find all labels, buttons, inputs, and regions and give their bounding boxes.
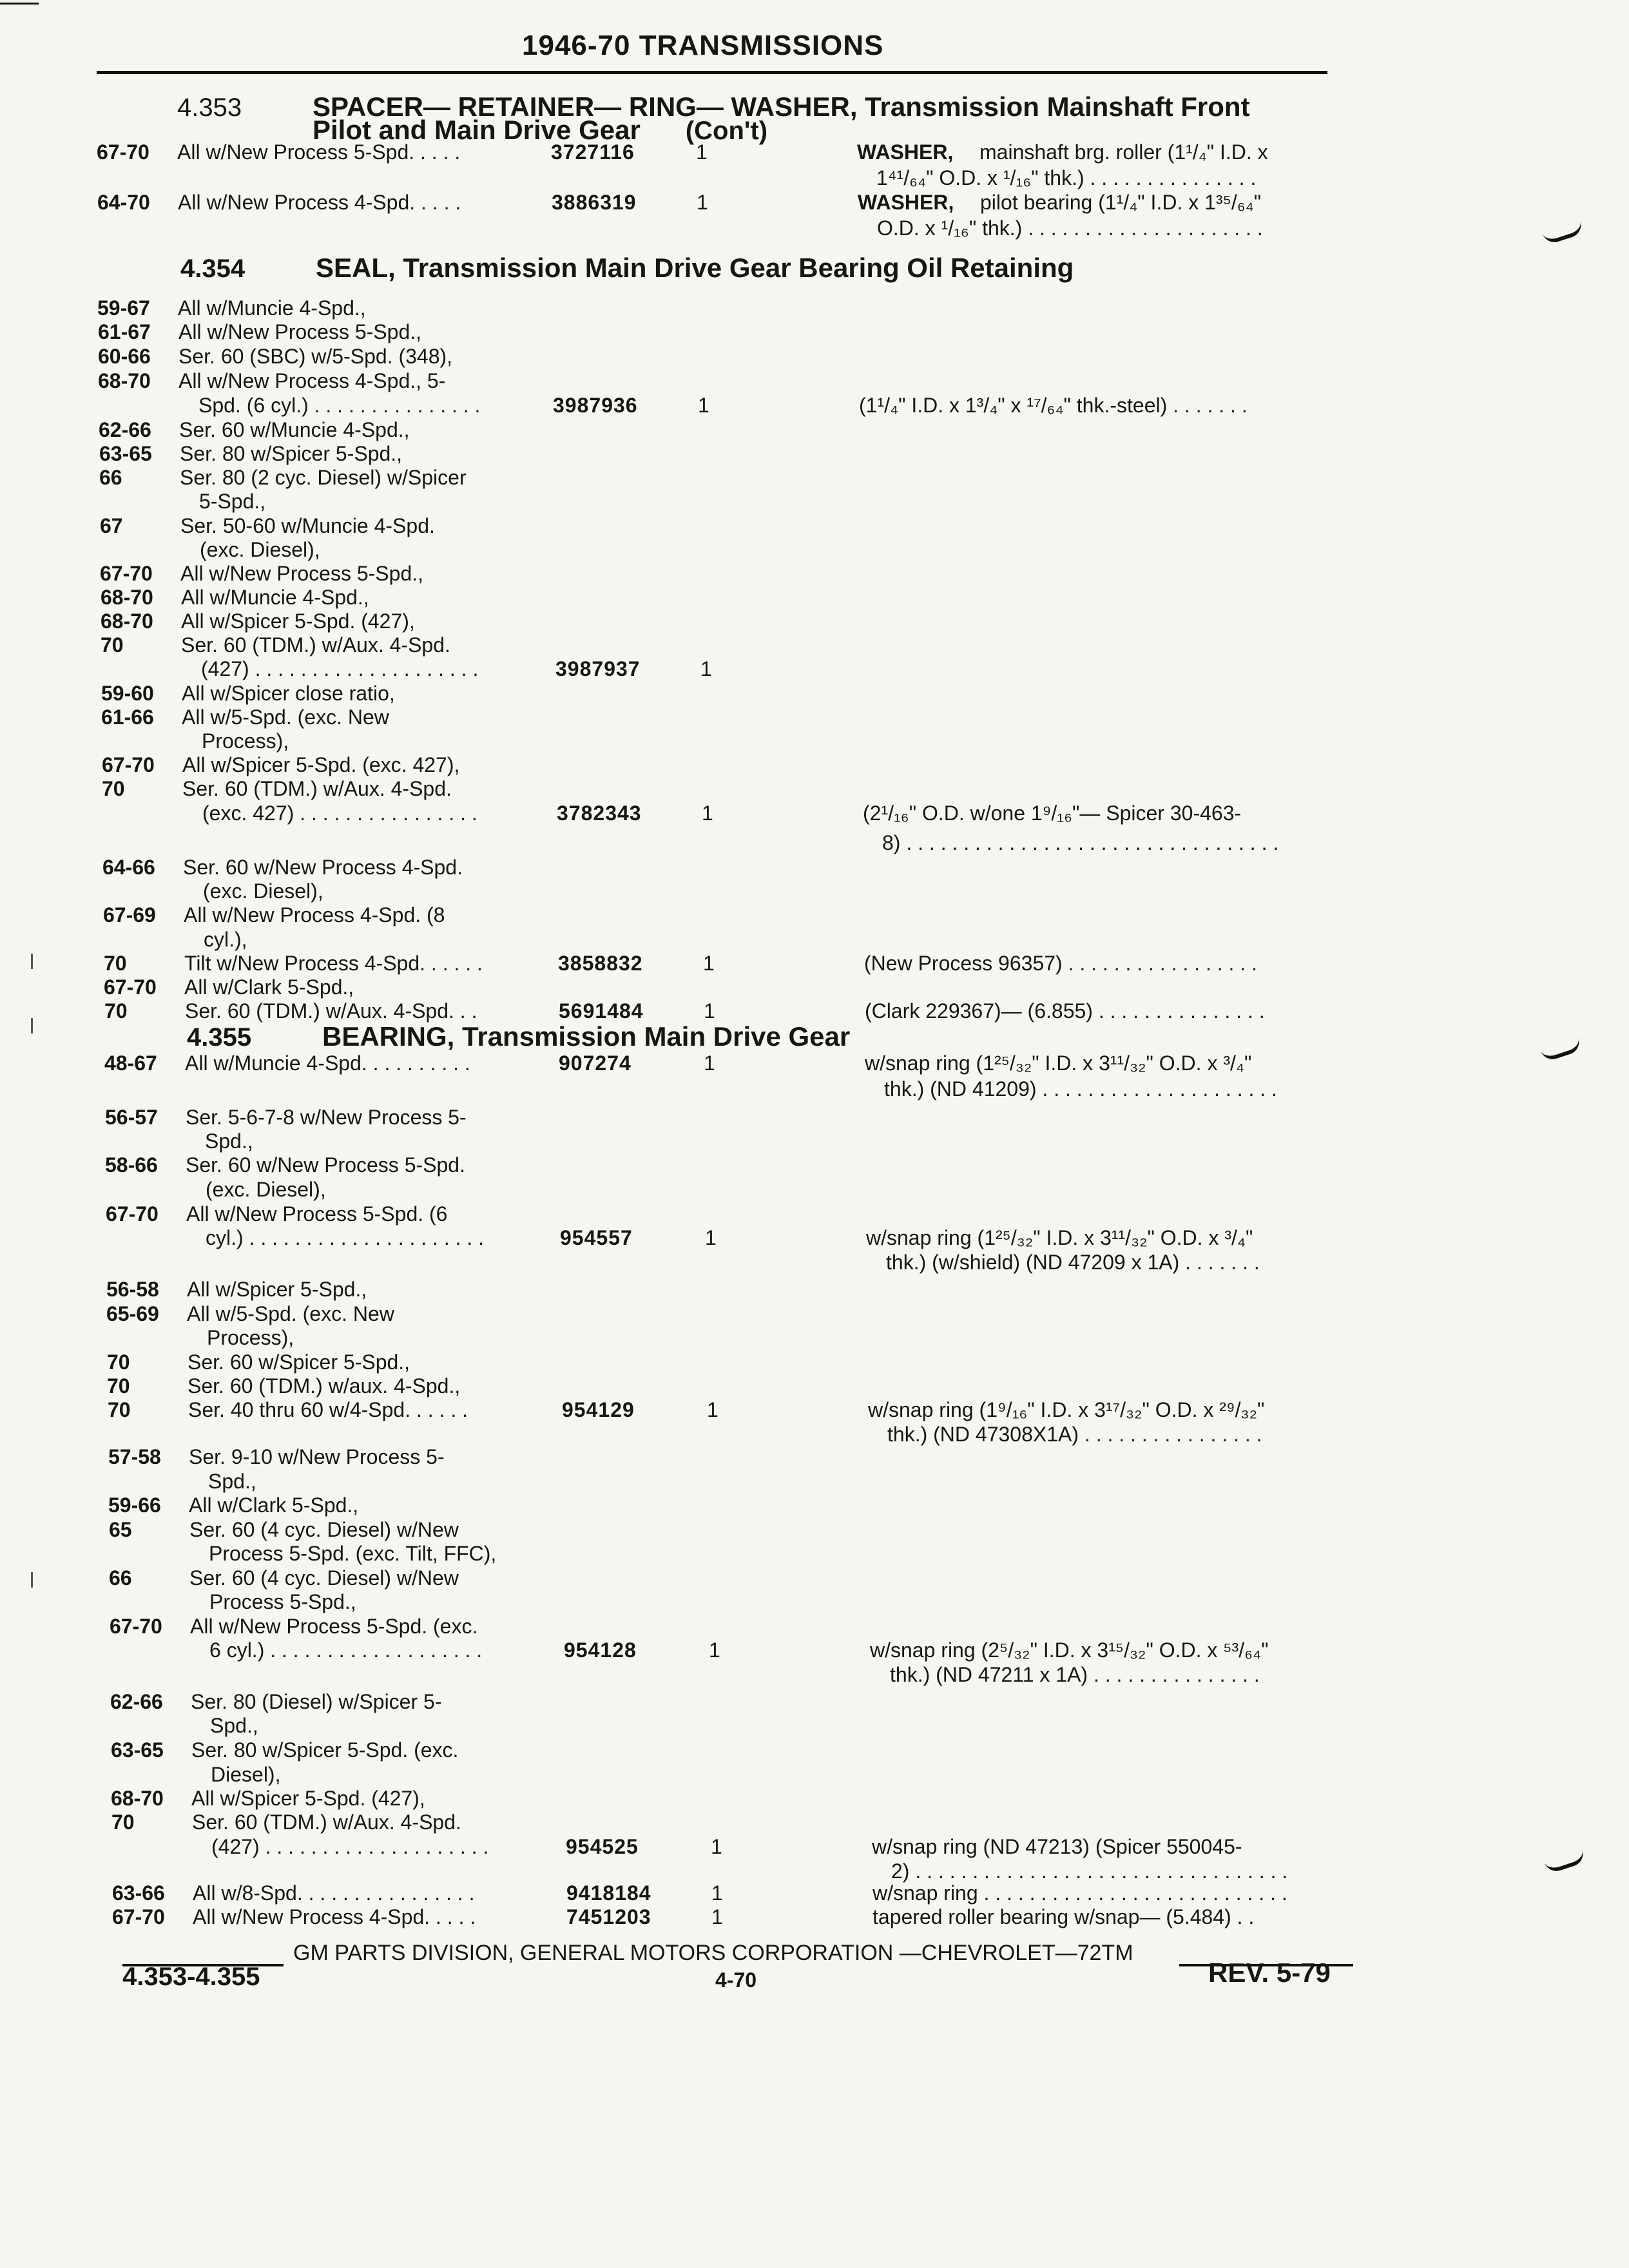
model-description: Ser. 50-60 w/Muncie 4-Spd. xyxy=(180,514,435,537)
model-description: Ser. 9-10 w/New Process 5- xyxy=(189,1445,445,1468)
model-description: (exc. Diesel), xyxy=(203,879,323,903)
part-number: 3727116 xyxy=(551,140,635,164)
table-row xyxy=(0,1106,1629,1129)
year-range: 67-70 xyxy=(106,1202,159,1225)
model-description: 6 cyl.) . . . . . . . . . . . . . . . . . . . xyxy=(209,1639,483,1662)
table-row xyxy=(0,831,1629,854)
footer-page-number: 4-70 xyxy=(715,1968,757,1992)
table-row xyxy=(0,1860,1629,1883)
part-number: 954557 xyxy=(560,1226,633,1249)
part-description: (2¹/₁₆" O.D. w/one 1⁹/₁₆"— Spicer 30-463- xyxy=(863,802,1242,825)
section-number: 4.355 xyxy=(187,1023,252,1052)
part-description: O.D. x ¹/₁₆" thk.) . . . . . . . . . . . . . . . . . . . . . xyxy=(877,216,1263,240)
table-row xyxy=(0,879,1629,903)
year-range: 70 xyxy=(111,1811,135,1834)
model-description: All w/New Process 4-Spd. . . . . xyxy=(178,191,461,214)
table-row xyxy=(0,216,1629,240)
part-description: w/snap ring (ND 47213) (Spicer 550045- xyxy=(872,1835,1242,1858)
table-row xyxy=(0,418,1629,441)
table-row xyxy=(0,1615,1629,1638)
part-description: mainshaft brg. roller (1¹/₄" I.D. x xyxy=(979,140,1268,164)
table-row xyxy=(0,490,1629,513)
table-row xyxy=(0,1787,1629,1810)
model-description: cyl.) . . . . . . . . . . . . . . . . . . . . . xyxy=(206,1226,485,1249)
model-description: Ser. 40 thru 60 w/4-Spd. . . . . . xyxy=(188,1398,468,1421)
table-row xyxy=(0,1905,1629,1928)
table-row xyxy=(0,442,1629,465)
page-header-title: 1946-70 TRANSMISSIONS xyxy=(522,30,884,61)
year-range: 67-69 xyxy=(103,903,156,927)
quantity: 1 xyxy=(703,952,715,975)
model-description: Ser. 80 (Diesel) w/Spicer 5- xyxy=(191,1690,442,1713)
table-row xyxy=(0,753,1629,776)
quantity: 1 xyxy=(711,1905,723,1928)
part-description: 2) . . . . . . . . . . . . . . . . . . . . . . . . . . . . . . . . . xyxy=(891,1860,1288,1883)
footer-section-range: 4.353-4.355 xyxy=(122,1963,260,1991)
table-row xyxy=(0,1153,1629,1177)
table-row xyxy=(0,320,1629,343)
model-description: Process), xyxy=(207,1326,294,1349)
part-description: w/snap ring (1²⁵/₃₂" I.D. x 3¹¹/₃₂" O.D. x ³/₄" xyxy=(866,1226,1253,1249)
table-row xyxy=(0,538,1629,561)
year-range: 60-66 xyxy=(98,345,151,368)
model-description: All w/New Process 4-Spd. . . . . xyxy=(193,1905,476,1928)
part-description: 1⁴¹/₆₄" O.D. x ¹/₁₆" thk.) . . . . . . . . . . . . . . . xyxy=(876,166,1257,189)
part-number: 954128 xyxy=(564,1639,637,1662)
year-range: 70 xyxy=(104,952,127,975)
table-row xyxy=(0,1226,1629,1249)
table-row xyxy=(0,1566,1629,1590)
model-description: All w/Spicer 5-Spd. (427), xyxy=(191,1787,425,1810)
table-row xyxy=(0,1835,1629,1858)
table-row xyxy=(0,682,1629,705)
quantity: 1 xyxy=(707,1398,718,1421)
year-range: 62-66 xyxy=(110,1690,163,1713)
year-range: 66 xyxy=(109,1566,132,1590)
model-description: Ser. 60 (TDM.) w/aux. 4-Spd., xyxy=(188,1374,461,1398)
part-description: thk.) (ND 47308X1A) . . . . . . . . . . . . . . . . xyxy=(887,1423,1262,1446)
model-description: Process 5-Spd. (exc. Tilt, FFC), xyxy=(209,1542,497,1565)
year-range: 70 xyxy=(104,999,128,1023)
part-description: (New Process 96357) . . . . . . . . . . . . . . . . . xyxy=(864,952,1257,975)
model-description: (exc. 427) . . . . . . . . . . . . . . . . xyxy=(202,802,477,825)
model-description: All w/Spicer close ratio, xyxy=(182,682,395,705)
part-description: (1¹/₄" I.D. x 1³/₄" x ¹⁷/₆₄" thk.-steel) . . . . . . . xyxy=(859,394,1248,417)
section-4-354-title xyxy=(180,253,1074,284)
section-heading-line2: Pilot and Main Drive Gear xyxy=(313,115,641,145)
table-row xyxy=(0,1129,1629,1153)
part-description: thk.) (w/shield) (ND 47209 x 1A) . . . . . . . xyxy=(886,1251,1260,1274)
quantity: 1 xyxy=(697,191,708,214)
model-description: Ser. 60 w/New Process 4-Spd. xyxy=(183,856,463,879)
model-description: Ser. 80 w/Spicer 5-Spd., xyxy=(180,442,403,465)
table-row xyxy=(0,975,1629,999)
model-description: All w/New Process 5-Spd., xyxy=(178,320,422,343)
quantity: 1 xyxy=(702,802,713,825)
part-description: w/snap ring (1²⁵/₃₂" I.D. x 3¹¹/₃₂" O.D. x ³/₄" xyxy=(865,1052,1252,1075)
year-range: 59-66 xyxy=(108,1494,161,1517)
year-range: 64-66 xyxy=(102,856,155,879)
year-range: 70 xyxy=(101,633,124,657)
quantity: 1 xyxy=(696,140,708,164)
margin-tick xyxy=(31,954,33,969)
header-rule xyxy=(97,71,1327,74)
year-range: 56-57 xyxy=(105,1106,158,1129)
model-description: Process 5-Spd., xyxy=(209,1590,356,1613)
year-range: 67-70 xyxy=(104,975,157,999)
model-description: Ser. 80 w/Spicer 5-Spd. (exc. xyxy=(191,1738,459,1762)
part-number: 954525 xyxy=(566,1835,639,1858)
year-range: 67-70 xyxy=(112,1905,165,1928)
table-row xyxy=(0,1518,1629,1541)
table-row xyxy=(0,903,1629,927)
table-row xyxy=(0,1374,1629,1398)
part-number: 907274 xyxy=(559,1052,631,1075)
table-row xyxy=(0,394,1629,417)
year-range: 59-60 xyxy=(101,682,154,705)
table-row xyxy=(0,1302,1629,1325)
section-number: 4.353 xyxy=(177,93,242,122)
year-range: 70 xyxy=(107,1350,130,1374)
table-row xyxy=(0,514,1629,537)
model-description: Ser. 5-6-7-8 w/New Process 5- xyxy=(186,1106,467,1129)
model-description: Ser. 60 w/Spicer 5-Spd., xyxy=(188,1350,410,1374)
year-range: 67-70 xyxy=(100,562,153,585)
table-row xyxy=(0,296,1629,320)
part-description: w/snap ring (2⁵/₃₂" I.D. x 3¹⁵/₃₂" O.D. x ⁵³/₆₄" xyxy=(870,1639,1269,1662)
model-description: All w/8-Spd. . . . . . . . . . . . . . . . xyxy=(193,1881,475,1905)
table-row xyxy=(0,928,1629,951)
footer-corporation: GM PARTS DIVISION, GENERAL MOTORS CORPORATION —CHEVROLET—72TM xyxy=(293,1941,1133,1965)
table-row xyxy=(0,1278,1629,1301)
quantity: 1 xyxy=(704,1052,715,1075)
table-row xyxy=(0,1398,1629,1421)
margin-tick xyxy=(31,1572,33,1588)
model-description: Ser. 60 (4 cyc. Diesel) w/New xyxy=(189,1566,459,1590)
table-row xyxy=(0,1714,1629,1737)
quantity: 1 xyxy=(698,394,709,417)
quantity: 1 xyxy=(711,1881,723,1905)
part-description: (Clark 229367)— (6.855) . . . . . . . . . . . . . . . xyxy=(865,999,1265,1023)
model-description: (427) . . . . . . . . . . . . . . . . . . . . xyxy=(211,1835,489,1858)
table-row xyxy=(0,657,1629,680)
model-description: Spd., xyxy=(210,1714,258,1737)
model-description: Diesel), xyxy=(211,1763,281,1786)
model-description: All w/New Process 5-Spd. (exc. xyxy=(190,1615,478,1638)
part-number: 3858832 xyxy=(558,952,643,975)
quantity: 1 xyxy=(704,999,715,1023)
model-description: Ser. 60 (TDM.) w/Aux. 4-Spd. xyxy=(192,1811,461,1834)
year-range: 59-67 xyxy=(97,296,150,320)
year-range: 65 xyxy=(109,1518,132,1541)
model-description: All w/Clark 5-Spd., xyxy=(184,975,354,999)
year-range: 63-65 xyxy=(99,442,152,465)
table-row xyxy=(0,586,1629,609)
table-row xyxy=(0,802,1629,825)
year-range: 67-70 xyxy=(110,1615,162,1638)
model-description: All w/New Process 4-Spd. (8 xyxy=(184,903,445,927)
year-range: 70 xyxy=(108,1398,131,1421)
table-row xyxy=(0,1077,1629,1100)
year-range: 64-70 xyxy=(97,191,150,214)
model-description: (427) . . . . . . . . . . . . . . . . . . . . xyxy=(201,657,479,680)
table-row xyxy=(0,166,1629,189)
year-range: 62-66 xyxy=(99,418,151,441)
model-description: Ser. 60 w/Muncie 4-Spd., xyxy=(179,418,410,441)
year-range: 56-58 xyxy=(106,1278,159,1301)
year-range: 68-70 xyxy=(101,586,153,609)
description-label: WASHER, xyxy=(858,191,954,214)
model-description: (exc. Diesel), xyxy=(200,538,320,561)
section-heading: SEAL, Transmission Main Drive Gear Bearing Oil Retaining xyxy=(316,253,1074,283)
part-number: 5691484 xyxy=(559,999,644,1023)
year-range: 68-70 xyxy=(101,610,153,633)
model-description: All w/New Process 5-Spd. . . . . xyxy=(177,140,461,164)
part-number: 3987937 xyxy=(555,657,641,680)
part-number: 7451203 xyxy=(566,1905,651,1928)
model-description: Spd. (6 cyl.) . . . . . . . . . . . . . . . xyxy=(198,394,481,417)
table-row xyxy=(0,777,1629,800)
table-row xyxy=(0,1639,1629,1662)
table-row xyxy=(0,1052,1629,1075)
part-number: 3782343 xyxy=(557,802,642,825)
model-description: Ser. 80 (2 cyc. Diesel) w/Spicer xyxy=(180,466,467,489)
table-row xyxy=(0,1663,1629,1686)
table-row xyxy=(0,610,1629,633)
description-label: WASHER, xyxy=(857,140,954,164)
model-description: All w/Spicer 5-Spd. (427), xyxy=(181,610,415,633)
quantity: 1 xyxy=(709,1639,720,1662)
year-range: 48-67 xyxy=(104,1052,157,1075)
table-row xyxy=(0,1590,1629,1613)
section-heading: SPACER— RETAINER— RING— WASHER, Transmission Mainshaft Front xyxy=(313,91,1250,122)
table-row xyxy=(0,1251,1629,1274)
model-description: Process), xyxy=(202,729,289,753)
model-description: All w/Muncie 4-Spd., xyxy=(178,296,366,320)
section-number: 4.354 xyxy=(180,255,246,283)
table-row xyxy=(0,1445,1629,1468)
table-row xyxy=(0,706,1629,729)
table-row xyxy=(0,562,1629,585)
model-description: All w/Muncie 4-Spd. . . . . . . . . . xyxy=(185,1052,470,1075)
year-range: 61-67 xyxy=(98,320,151,343)
model-description: Ser. 60 (4 cyc. Diesel) w/New xyxy=(189,1518,459,1541)
table-row xyxy=(0,1811,1629,1834)
continued-label: (Con't) xyxy=(685,117,768,145)
table-row xyxy=(0,1763,1629,1786)
model-description: Ser. 60 w/New Process 5-Spd. xyxy=(186,1153,465,1177)
table-row xyxy=(0,856,1629,879)
part-description: thk.) (ND 47211 x 1A) . . . . . . . . . . . . . . . xyxy=(890,1663,1260,1686)
table-row xyxy=(0,1494,1629,1517)
quantity: 1 xyxy=(700,657,712,680)
year-range: 57-58 xyxy=(108,1445,161,1468)
table-row xyxy=(0,952,1629,975)
model-description: Spd., xyxy=(208,1470,256,1493)
model-description: All w/5-Spd. (exc. New xyxy=(187,1302,394,1325)
part-number: 9418184 xyxy=(566,1881,651,1905)
model-description: Ser. 60 (TDM.) w/Aux. 4-Spd. xyxy=(181,633,450,657)
table-row xyxy=(0,1690,1629,1713)
model-description: Spd., xyxy=(205,1129,253,1153)
model-description: Tilt w/New Process 4-Spd. . . . . . xyxy=(184,952,483,975)
part-number: 3987936 xyxy=(553,394,638,417)
year-range: 67-70 xyxy=(97,140,149,164)
year-range: 63-66 xyxy=(112,1881,165,1905)
model-description: Ser. 60 (SBC) w/5-Spd. (348), xyxy=(178,345,453,368)
table-row xyxy=(0,191,1629,214)
part-description: tapered roller bearing w/snap— (5.484) . . xyxy=(872,1905,1255,1928)
model-description: Ser. 60 (TDM.) w/Aux. 4-Spd. xyxy=(182,777,452,800)
model-description: All w/Muncie 4-Spd., xyxy=(181,586,369,609)
section-4-355-title xyxy=(187,1021,850,1052)
model-description: cyl.), xyxy=(204,928,247,951)
model-description: (exc. Diesel), xyxy=(206,1178,326,1201)
table-row xyxy=(0,999,1629,1023)
year-range: 70 xyxy=(102,777,125,800)
model-description: All w/5-Spd. (exc. New xyxy=(182,706,389,729)
table-row xyxy=(0,633,1629,657)
year-range: 67 xyxy=(100,514,123,537)
table-row xyxy=(0,1326,1629,1349)
year-range: 67-70 xyxy=(102,753,155,776)
table-row xyxy=(0,1542,1629,1565)
model-description: All w/Spicer 5-Spd. (exc. 427), xyxy=(182,753,460,776)
year-range: 61-66 xyxy=(101,706,154,729)
year-range: 58-66 xyxy=(105,1153,158,1177)
part-number: 954129 xyxy=(562,1398,635,1421)
table-row xyxy=(0,1350,1629,1374)
model-description: All w/Spicer 5-Spd., xyxy=(187,1278,367,1301)
year-range: 68-70 xyxy=(111,1787,164,1810)
table-row xyxy=(0,1178,1629,1201)
model-description: 5-Spd., xyxy=(199,490,266,513)
section-heading: BEARING, Transmission Main Drive Gear xyxy=(322,1021,851,1052)
table-row xyxy=(0,1738,1629,1762)
year-range: 70 xyxy=(107,1374,130,1398)
quantity: 1 xyxy=(705,1226,717,1249)
table-row xyxy=(0,369,1629,392)
part-description: w/snap ring (1⁹/₁₆" I.D. x 3¹⁷/₃₂" O.D. x ²⁹/₃₂" xyxy=(868,1398,1265,1421)
year-range: 63-65 xyxy=(111,1738,164,1762)
part-description: w/snap ring . . . . . . . . . . . . . . . . . . . . . . . . . . . xyxy=(872,1881,1287,1905)
table-row xyxy=(0,1423,1629,1446)
table-row xyxy=(0,1470,1629,1493)
model-description: Ser. 60 (TDM.) w/Aux. 4-Spd. . . xyxy=(185,999,477,1023)
margin-tick xyxy=(31,1018,33,1033)
table-row xyxy=(0,345,1629,368)
part-description: 8) . . . . . . . . . . . . . . . . . . . . . . . . . . . . . . . . . xyxy=(882,831,1279,854)
scan-edge-line xyxy=(0,3,39,5)
table-row xyxy=(0,1881,1629,1905)
table-row xyxy=(0,140,1629,164)
footer-revision: REV. 5-79 xyxy=(1208,1957,1331,1988)
part-number: 3886319 xyxy=(552,191,637,214)
quantity: 1 xyxy=(711,1835,722,1858)
model-description: All w/Clark 5-Spd., xyxy=(189,1494,359,1517)
year-range: 65-69 xyxy=(106,1302,159,1325)
table-row xyxy=(0,729,1629,753)
model-description: All w/New Process 5-Spd., xyxy=(180,562,424,585)
table-row xyxy=(0,466,1629,489)
year-range: 68-70 xyxy=(98,369,151,392)
part-description: thk.) (ND 41209) . . . . . . . . . . . . . . . . . . . . . xyxy=(884,1077,1277,1100)
model-description: All w/New Process 4-Spd., 5- xyxy=(178,369,446,392)
table-row xyxy=(0,1202,1629,1225)
model-description: All w/New Process 5-Spd. (6 xyxy=(186,1202,448,1225)
year-range: 66 xyxy=(99,466,122,489)
part-description: pilot bearing (1¹/₄" I.D. x 1³⁵/₆₄" xyxy=(980,191,1262,214)
